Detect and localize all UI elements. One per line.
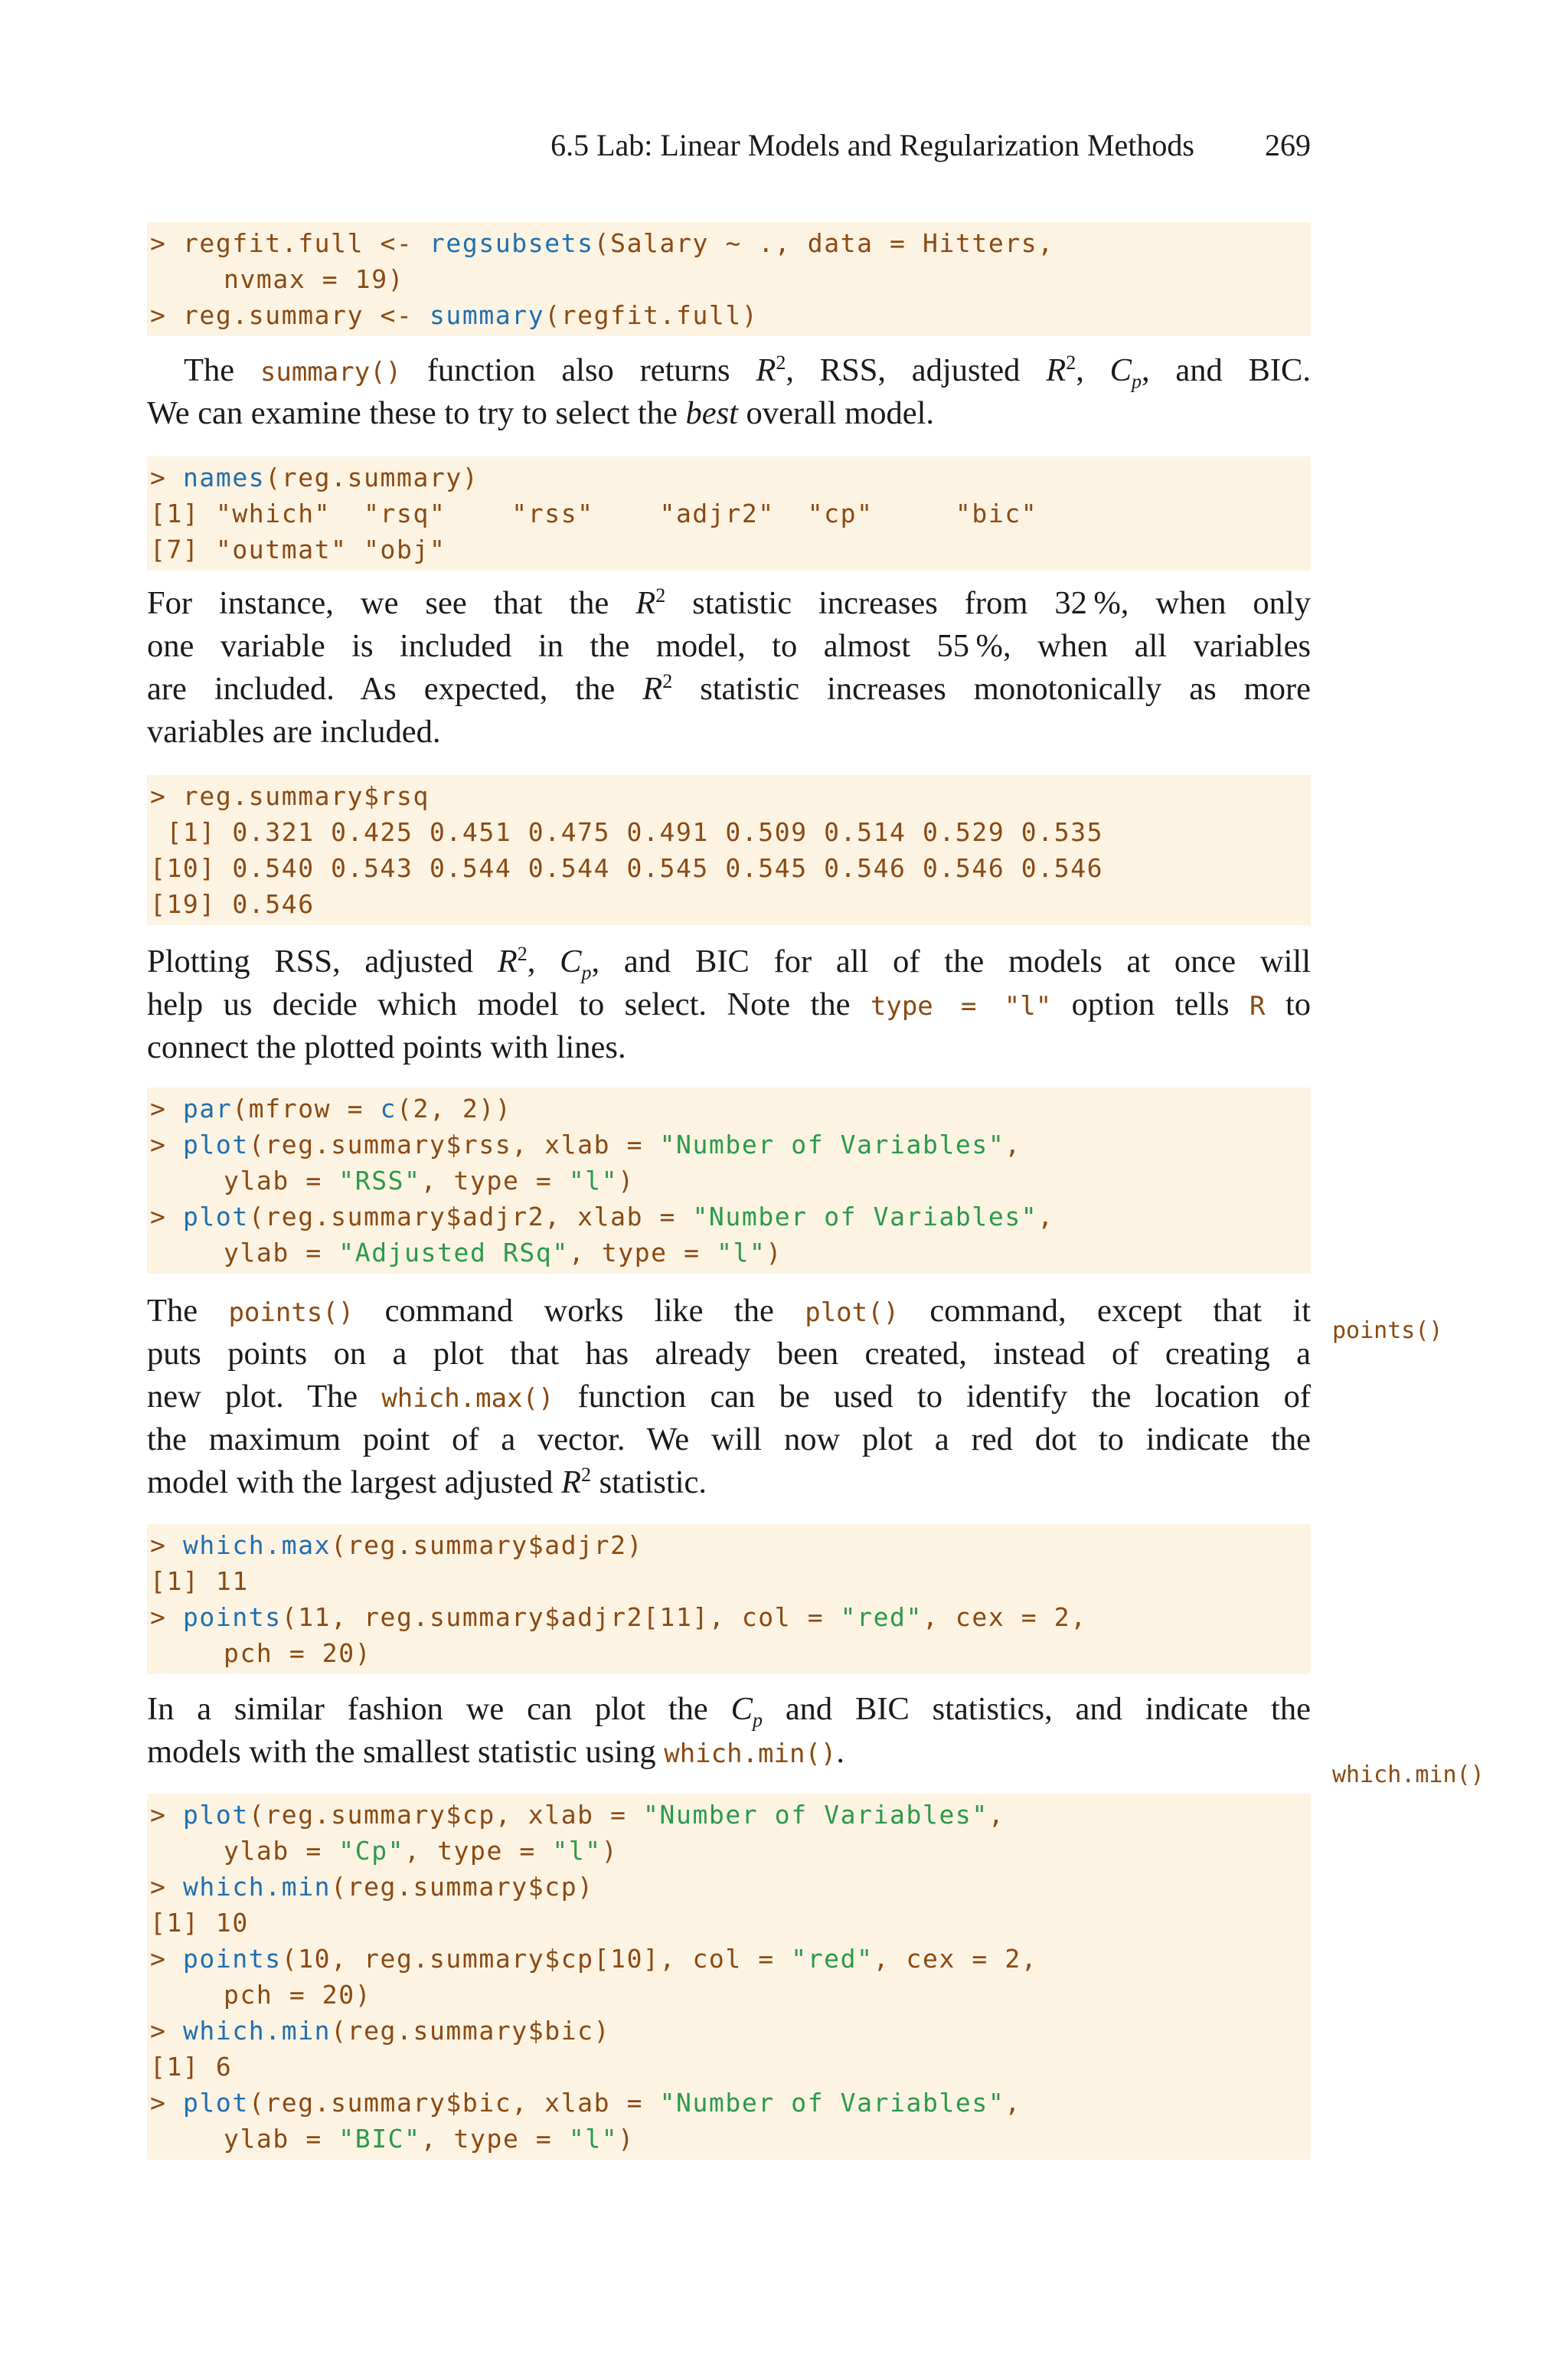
code-output-line: [10] 0.540 0.543 0.544 0.544 0.545 0.545 0.546 0.546 0.546 [150,853,1104,883]
code-block-names [147,456,1311,571]
code-output-line: [1] 6 [150,2052,233,2082]
code-line: > which.min(reg.summary$bic) [150,2016,611,2046]
running-header [147,127,1311,170]
code-line: > which.max(reg.summary$adjr2) [150,1530,644,1560]
code-output-line: [19] 0.546 [150,889,315,919]
code-line: > reg.summary <- summary(regfit.full) [150,300,759,330]
paragraph-points: The points() command works like the plot() command, except that it puts points on a plot that has already been created, instead of creating a new plot. The which.max() function can be used to identify the location of the maximum point of a vector. We will now plot a red dot to indicate the model with the largest adjusted $R^2$ statistic. [147,1293,1311,1500]
paragraph-rsq: For instance, we see that the $R^2$ statistic increases from 32 %, when only one variable is included in the model, to almost 55 %, when all variables are included. As expected, the $R^2$ statistic increases monotonically as more variables are included. [147,584,1311,750]
code-line: > plot(reg.summary$cp, xlab = "Number of Variables", [150,1800,1005,1830]
code-line: > par(mfrow = c(2, 2)) [150,1094,512,1124]
code-line: > which.min(reg.summary$cp) [150,1872,594,1902]
margin-note-which-min: which.min() [1332,1761,1485,1788]
margin-note-points: points() [1332,1317,1443,1344]
code-line: pch = 20) [224,1980,372,2010]
code-output-line: [7] "outmat" "obj" [150,535,446,564]
code-block-plot-cp-bic [147,1794,1311,2160]
code-line: ylab = "RSS", type = "l") [224,1166,635,1196]
code-output-line: [1] 11 [150,1566,249,1596]
paragraph-cp-bic: In a similar fashion we can plot the $C_p$ and BIC statistics, and indicate the models with the smallest statistic using which.min(). [147,1691,1311,1770]
code-line: > plot(reg.summary$rss, xlab = "Number of Variables", [150,1130,1021,1160]
code-line: nvmax = 19) [224,264,405,294]
code-output-line: [1] 10 [150,1908,249,1938]
code-block-rsq [147,775,1311,925]
code-line: > plot(reg.summary$adjr2, xlab = "Number of Variables", [150,1202,1054,1232]
code-output-line: [1] "which" "rsq" "rss" "adjr2" "cp" "bic" [150,499,1038,528]
code-output-line: [1] 0.321 0.425 0.451 0.475 0.491 0.509 0.514 0.529 0.535 [150,817,1104,847]
code-line: pch = 20) [224,1638,372,1668]
paragraph-summary: The summary() function also returns $R^2$, RSS, adjusted $R^2$, $C_p$, and BIC. We can examine these to try to select the best overall model. [147,351,1312,431]
code-block-plot-rss-adjr2 [147,1088,1311,1274]
code-line: > reg.summary$rsq [150,781,430,811]
code-line: > names(reg.summary) [150,463,479,492]
code-line: > regfit.full <- regsubsets(Salary ∼ ., data = Hitters, [150,228,1054,258]
code-block-regsubsets [147,222,1311,336]
code-line: > plot(reg.summary$bic, xlab = "Number of Variables", [150,2088,1021,2118]
code-line: ylab = "BIC", type = "l") [224,2124,635,2154]
code-line: ylab = "Cp", type = "l") [224,1836,619,1866]
code-line: > points(11, reg.summary$adjr2[11], col = "red", cex = 2, [150,1602,1087,1632]
code-line: > points(10, reg.summary$cp[10], col = "red", cex = 2, [150,1944,1038,1974]
page-number: 269 [1265,128,1311,162]
code-block-which-max [147,1524,1311,1674]
code-line: ylab = "Adjusted RSq", type = "l") [224,1238,782,1268]
paragraph-plotting: Plotting RSS, adjusted $R^2$, $C_p$, and BIC for all of the models at once will help us decide which model to select. Note the type = "l" option tells R to connect the plotted points with lines. [147,942,1312,1065]
header-title: 6.5 Lab: Linear Models and Regularization Methods [550,128,1194,162]
